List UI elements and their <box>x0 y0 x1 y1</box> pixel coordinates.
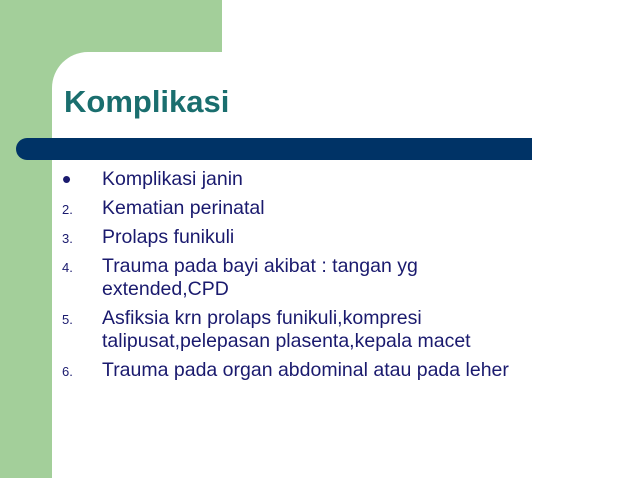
slide-title: Komplikasi <box>64 84 230 119</box>
list-item <box>62 164 622 194</box>
bullet-list <box>62 164 622 388</box>
list-item-text: Komplikasi janin <box>102 168 243 190</box>
list-item <box>62 197 622 220</box>
number-marker: 3. <box>62 231 73 246</box>
bullet-marker: • <box>62 164 72 194</box>
number-marker: 5. <box>62 312 73 327</box>
list-item <box>62 359 622 382</box>
number-marker: 2. <box>62 202 73 217</box>
decor-green-left-column <box>0 0 52 478</box>
list-item <box>62 255 622 301</box>
list-item-text: Asfiksia krn prolaps funikuli,kompresi talipusat,pelepasan plasenta,kepala macet <box>102 307 471 352</box>
list-item-text: Trauma pada bayi akibat : tangan yg extended,CPD <box>102 255 418 300</box>
number-marker: 4. <box>62 260 73 275</box>
list-item <box>62 226 622 249</box>
list-item-text: Trauma pada organ abdominal atau pada leher <box>102 359 509 381</box>
list-item-text: Kematian perinatal <box>102 197 265 219</box>
title-underline-bar <box>16 138 532 160</box>
list-item-text: Prolaps funikuli <box>102 226 235 248</box>
number-marker: 6. <box>62 364 73 379</box>
list-item <box>62 307 622 353</box>
